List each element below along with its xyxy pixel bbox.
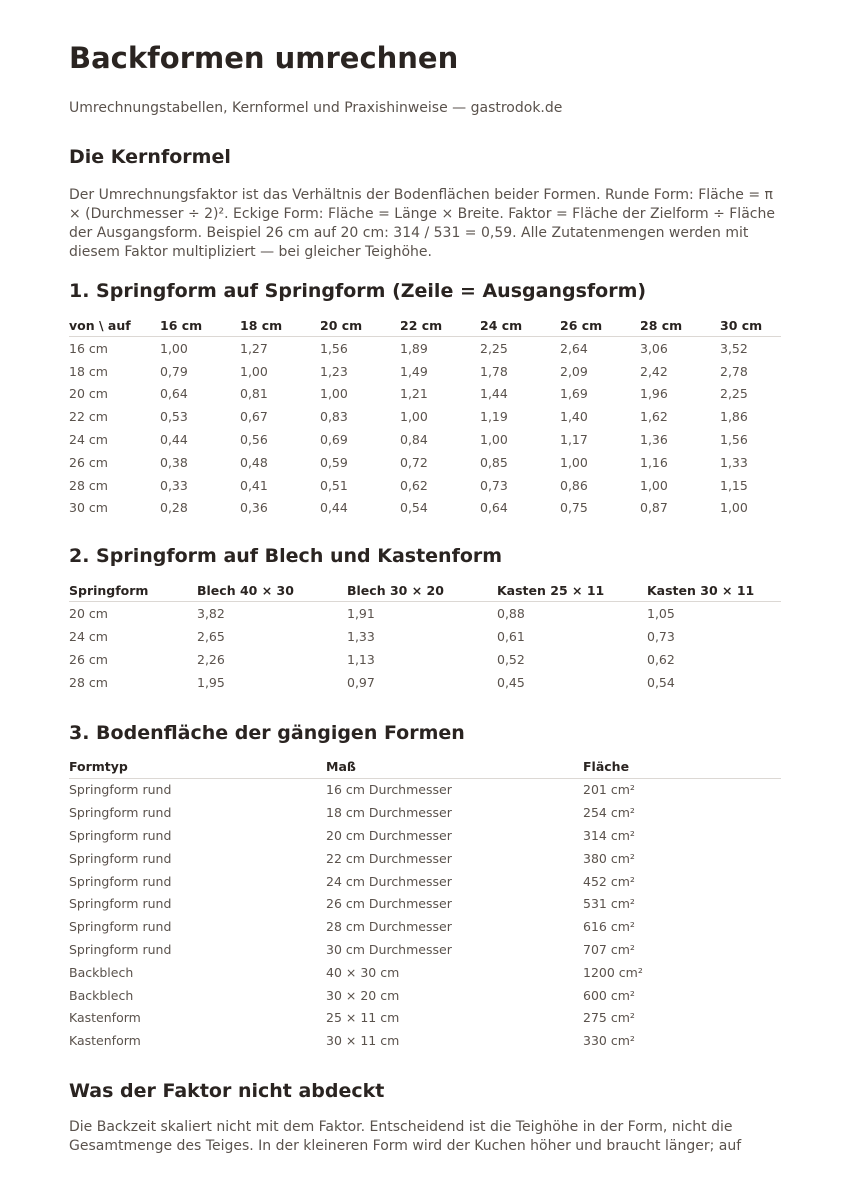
table-cell: 1,69 [560,386,588,402]
section-faktor-nicht [69,1078,781,1156]
table-cell: 1200 cm² [583,964,643,980]
column-header: 28 cm [640,317,683,333]
table-row [69,602,781,625]
table-cell: Springform rund [69,873,172,889]
table-cell: 1,78 [480,363,508,379]
section-kernformel [69,144,781,262]
table-cell: 0,56 [240,432,268,448]
table-cell: 1,00 [720,500,748,516]
table-row [69,870,781,893]
table-row [69,337,781,360]
table-cell: 0,62 [647,651,675,667]
table-cell: 1,00 [640,477,668,493]
table-cell: 0,44 [160,432,188,448]
table-cell: 0,88 [497,606,525,622]
section-heading: 1. Springform auf Springform (Zeile = Ausgangsform) [69,280,647,302]
table-cell: 18 cm [69,363,108,379]
table-cell: 2,78 [720,363,748,379]
table-cell: 1,00 [240,363,268,379]
table-row [69,451,781,474]
column-header: von \ auf [69,317,131,333]
table-row [69,625,781,648]
table-cell: 1,13 [347,651,375,667]
table-cell: 0,45 [497,674,525,690]
table-cell: 25 × 11 cm [326,1010,400,1026]
table-cell: 16 cm Durchmesser [326,782,452,798]
table-cell: 380 cm² [583,850,635,866]
table-row [69,497,781,520]
table-cell: 2,42 [640,363,668,379]
column-header: 30 cm [720,317,763,333]
table-cell: 3,06 [640,340,668,356]
table-cell: 2,09 [560,363,588,379]
table-cell: 0,81 [240,386,268,402]
column-header: Kasten 25 × 11 [497,582,605,598]
table-cell: 600 cm² [583,987,635,1003]
table-row [69,1029,781,1052]
table-row [69,648,781,671]
table-row [69,938,781,961]
table-cell: 28 cm [69,477,108,493]
section-table-blech-kasten [69,543,781,693]
table-cell: 0,97 [347,674,375,690]
table-cell: Springform rund [69,919,172,935]
table-header-row [69,756,781,779]
table-cell: 1,40 [560,409,588,425]
table-cell: 0,83 [320,409,348,425]
table-cell: 0,38 [160,454,188,470]
table-cell: 0,59 [320,454,348,470]
table-cell: 707 cm² [583,942,635,958]
section-heading: 2. Springform auf Blech und Kastenform [69,545,503,568]
table-cell: 0,85 [480,454,508,470]
table-row [69,893,781,916]
table-cell: 1,23 [320,363,348,379]
table-row [69,961,781,984]
table-cell: Backblech [69,987,134,1003]
table-cell: 1,19 [480,409,508,425]
table-cell: 1,56 [320,340,348,356]
column-header: 18 cm [240,317,283,333]
column-header: Formtyp [69,759,128,775]
table-cell: 3,82 [197,606,225,622]
table-cell: 1,16 [640,454,668,470]
table-cell: 20 cm [69,606,108,622]
kernformel-text: Der Umrechnungsfaktor ist das Verhältnis der Bodenflächen beider Formen. Runde Form: Fläche = π × (Durchmesser ÷ 2)². Eckige Form: Fläche = Länge × Breite. Faktor = Fläche der Zielform ÷ Fläche der Ausgangsform. Beispiel 26 cm auf 20 cm: 314 / 531 = 0,59. Alle Zutatenmengen werden mit diesem Faktor multipliziert — bei gleicher Teighöhe. [69,187,775,260]
table-row [69,801,781,824]
table-cell: 201 cm² [583,782,635,798]
table-cell: 0,36 [240,500,268,516]
column-header: 16 cm [160,317,203,333]
table-cell: 1,33 [720,454,748,470]
table-cell: 0,41 [240,477,268,493]
table-cell: Backblech [69,964,134,980]
column-header: 24 cm [480,317,523,333]
table-cell: 0,75 [560,500,588,516]
table-bodenflaeche [69,756,781,1053]
table-row [69,984,781,1007]
table-cell: 3,52 [720,340,748,356]
table-cell: 0,69 [320,432,348,448]
table-cell: 1,91 [347,606,375,622]
table-cell: 314 cm² [583,828,635,844]
table-cell: 0,52 [497,651,525,667]
table-cell: Springform rund [69,942,172,958]
table-cell: 24 cm [69,629,108,645]
table-cell: 26 cm Durchmesser [326,896,452,912]
table-cell: 24 cm [69,432,108,448]
table-cell: 0,62 [400,477,428,493]
table-cell: 26 cm [69,651,108,667]
table-cell: 2,65 [197,629,225,645]
table-cell: 1,00 [480,432,508,448]
table-cell: 1,89 [400,340,428,356]
table-cell: 0,48 [240,454,268,470]
table-cell: 22 cm Durchmesser [326,850,452,866]
table-cell: Springform rund [69,782,172,798]
table-cell: 20 cm Durchmesser [326,828,452,844]
table-springform-blech-kasten [69,579,781,693]
table-cell: 0,53 [160,409,188,425]
table-cell: 2,64 [560,340,588,356]
table-header-row [69,579,781,602]
table-row [69,915,781,938]
table-cell: 24 cm Durchmesser [326,873,452,889]
table-cell: 1,27 [240,340,268,356]
table-cell: 28 cm Durchmesser [326,919,452,935]
column-header: Blech 30 × 20 [347,582,444,598]
section-heading: 3. Bodenfläche der gängigen Formen [69,721,465,744]
table-cell: 22 cm [69,409,108,425]
table-springform-springform [69,314,781,519]
table-cell: 1,00 [320,386,348,402]
table-cell: 452 cm² [583,873,635,889]
column-header: Blech 40 × 30 [197,582,294,598]
table-cell: 0,44 [320,500,348,516]
table-cell: 1,21 [400,386,428,402]
table-row [69,360,781,383]
table-cell: 1,00 [400,409,428,425]
table-cell: 16 cm [69,340,108,356]
table-cell: 1,17 [560,432,588,448]
table-cell: 0,51 [320,477,348,493]
table-cell: 1,44 [480,386,508,402]
section-table-springform [69,278,781,519]
table-row [69,847,781,870]
table-cell: 0,72 [400,454,428,470]
column-header: Springform [69,582,149,598]
table-cell: 1,62 [640,409,668,425]
table-cell: 531 cm² [583,896,635,912]
table-cell: 0,64 [160,386,188,402]
column-header: Kasten 30 × 11 [647,582,755,598]
table-cell: Springform rund [69,805,172,821]
table-cell: 1,15 [720,477,748,493]
table-cell: 0,54 [400,500,428,516]
table-cell: 0,28 [160,500,188,516]
table-cell: 2,26 [197,651,225,667]
table-row [69,1007,781,1030]
table-row [69,474,781,497]
table-row [69,428,781,451]
table-cell: 1,49 [400,363,428,379]
table-row [69,383,781,406]
table-cell: 1,96 [640,386,668,402]
table-row [69,824,781,847]
table-cell: Springform rund [69,828,172,844]
table-row [69,671,781,694]
table-cell: 0,86 [560,477,588,493]
column-header: 26 cm [560,317,603,333]
table-cell: 20 cm [69,386,108,402]
table-cell: 2,25 [720,386,748,402]
page-subtitle: Umrechnungstabellen, Kernformel und Praxishinweise — gastrodok.de [69,100,563,116]
table-header-row [69,314,781,337]
table-cell: 1,05 [647,606,675,622]
column-header: 22 cm [400,317,443,333]
section-heading: Was der Faktor nicht abdeckt [69,1080,385,1103]
table-cell: 1,36 [640,432,668,448]
table-cell: 330 cm² [583,1033,635,1049]
table-cell: 0,73 [647,629,675,645]
table-cell: 2,25 [480,340,508,356]
column-header: 20 cm [320,317,363,333]
table-cell: 616 cm² [583,919,635,935]
table-cell: 30 × 20 cm [326,987,400,1003]
table-cell: 1,56 [720,432,748,448]
table-cell: 28 cm [69,674,108,690]
section-heading: Die Kernformel [69,146,231,168]
table-cell: 40 × 30 cm [326,964,400,980]
table-cell: 1,00 [160,340,188,356]
table-cell: Kastenform [69,1033,141,1049]
table-row [69,405,781,428]
table-cell: 0,67 [240,409,268,425]
table-cell: 0,73 [480,477,508,493]
table-cell: 30 × 11 cm [326,1033,400,1049]
table-cell: 0,79 [160,363,188,379]
table-cell: 1,33 [347,629,375,645]
table-row [69,778,781,801]
table-cell: 1,86 [720,409,748,425]
table-cell: Springform rund [69,850,172,866]
table-cell: 1,95 [197,674,225,690]
table-cell: 0,87 [640,500,668,516]
table-cell: Springform rund [69,896,172,912]
table-cell: 18 cm Durchmesser [326,805,452,821]
table-cell: 0,54 [647,674,675,690]
table-cell: 0,33 [160,477,188,493]
table-cell: 0,64 [480,500,508,516]
table-cell: 30 cm [69,500,108,516]
faktor-text: Die Backzeit skaliert nicht mit dem Faktor. Entscheidend ist die Teighöhe in der Form, nicht die Gesamtmenge des Teiges. In der kleineren Form wird der Kuchen höher und braucht länger; auf [69,1119,742,1155]
column-header: Maß [326,759,356,775]
table-cell: 0,61 [497,629,525,645]
table-cell: 1,00 [560,454,588,470]
table-cell: 0,84 [400,432,428,448]
page-title: Backformen umrechnen [69,41,459,75]
table-cell: 26 cm [69,454,108,470]
column-header: Fläche [583,759,630,775]
table-cell: Kastenform [69,1010,141,1026]
table-cell: 275 cm² [583,1010,635,1026]
table-cell: 30 cm Durchmesser [326,942,452,958]
section-table-bodenflaeche [69,720,781,1053]
table-cell: 254 cm² [583,805,635,821]
